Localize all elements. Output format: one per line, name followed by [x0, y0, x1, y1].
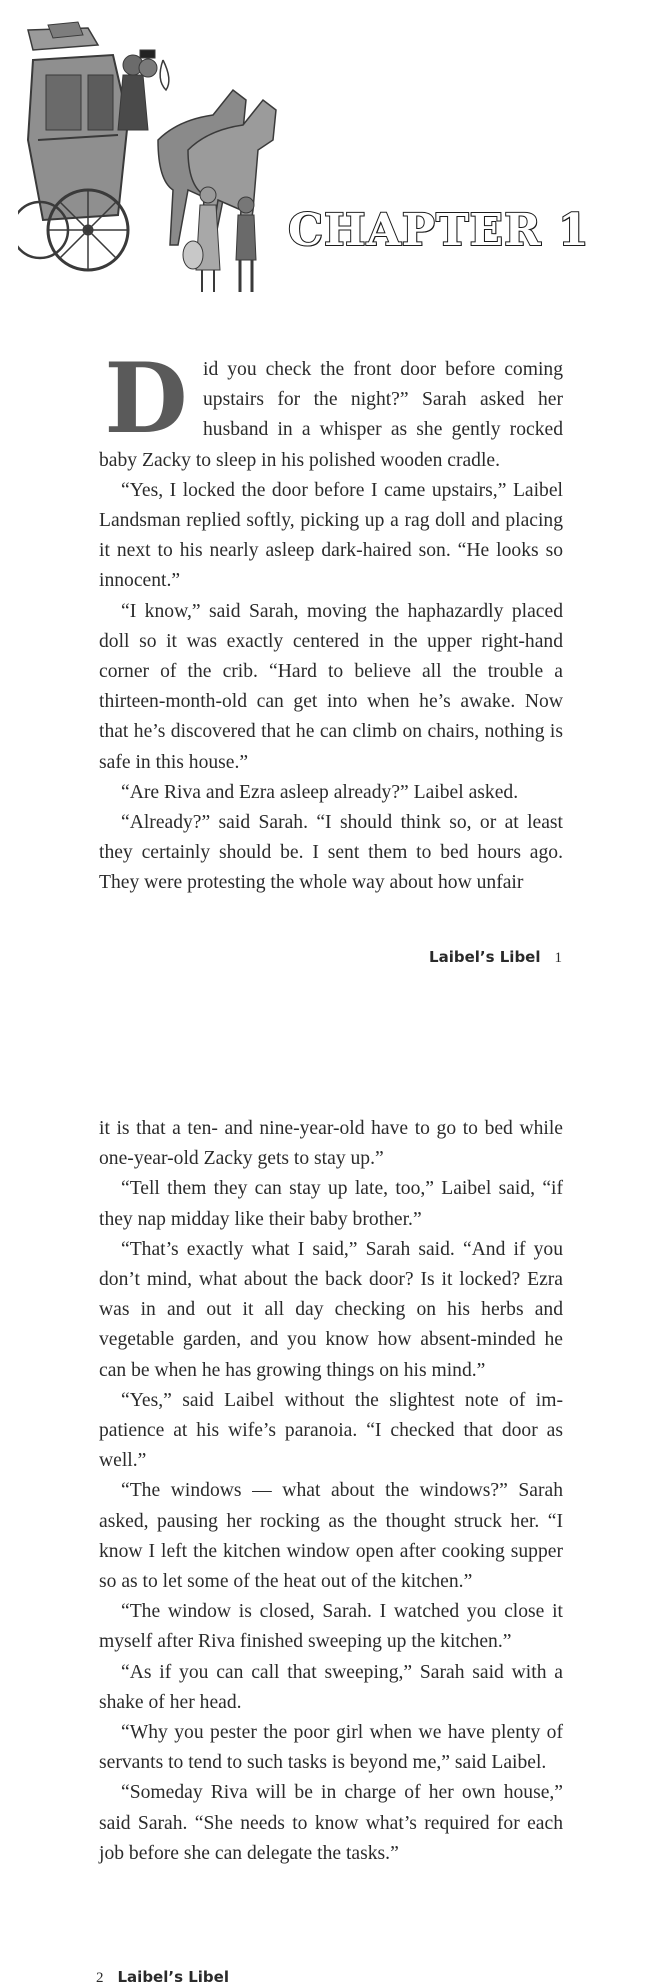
paragraph: “Yes, I locked the door before I came upstairs,” Laibel Landsman replied softly, picking up a rag doll and placing it next to his nearly asleep dark-haired son. “He looks so innocent.”	[99, 479, 563, 592]
paragraph: “Someday Riva will be in charge of her own house,” said Sarah. “She needs to know what’s required for each job before she can delegate the tasks.”	[99, 1782, 563, 1864]
drop-cap: D	[104, 342, 188, 455]
paragraph: id you check the front door before coming upstairs for the night?” Sarah asked her husband in a whisper as she gently rocked baby Zacky to sleep in his polished wooden cradle.	[99, 359, 563, 471]
paragraph: “That’s exactly what I said,” Sarah said. “And if you don’t mind, what about the back door? Is it locked? Ezra was in and out it all day checking on his herbs and vegetable garden, and you know how absent-minded he can be when he has growing things on his mind.”	[99, 1238, 563, 1381]
paragraph: “The window is closed, Sarah. I watched you close it myself after Riva finished sweeping up the kitchen.”	[99, 1601, 563, 1653]
running-footer-page-1	[429, 948, 562, 967]
opening-paragraph	[99, 342, 563, 476]
paragraph: “I know,” said Sarah, moving the haphazardly placed doll so it was exactly centered in the upper right-hand corner of the crib. “Hard to believe all the trouble a thirteen-month-old can get into when he’s awake. Now that he’s discovered that he can climb on chairs, nothing is safe in this house.”	[99, 600, 563, 773]
page-2-text	[99, 1114, 563, 1869]
paragraph: “Yes,” said Laibel without the slightest note of impatience at his wife’s paranoia. “I checked that door as well.”	[99, 1389, 563, 1472]
page-number: 2	[96, 1970, 104, 1986]
page-number: 1	[554, 950, 562, 966]
footer-book-title: Laibel’s Libel	[429, 948, 541, 966]
paragraph: “The windows — what about the windows?” Sarah asked, pausing her rocking as the thought struck her. “I know I left the kitchen window open after cooking supper so as to let some of the heat out of the kitchen.”	[99, 1480, 563, 1593]
paragraph: “As if you can call that sweeping,” Sarah said with a shake of her head.	[99, 1661, 563, 1713]
paragraph: “Are Riva and Ezra asleep already?” Laibel asked.	[121, 781, 519, 803]
footer-book-title: Laibel’s Libel	[117, 1968, 229, 1986]
paragraph: it is that a ten- and nine-year-old have to go to bed while one-year-old Zacky gets to stay up.”	[99, 1118, 563, 1170]
paragraph: “Already?” said Sarah. “I should think so, or at least they certainly should be. I sent them to bed hours ago. They were protesting the whole way about how unfair	[99, 812, 563, 894]
paragraph: “Tell them they can stay up late, too,” Laibel said, “if they nap midday like their baby brother.”	[99, 1178, 563, 1230]
paragraph: “Why you pester the poor girl when we have plenty of servants to tend to such tasks is beyond me,” said Laibel.	[99, 1722, 563, 1774]
stagecoach-illustration	[18, 20, 298, 305]
page-1-text	[99, 342, 563, 899]
chapter-title: CHAPTER 1	[288, 205, 590, 256]
running-footer-page-2	[96, 1968, 229, 1987]
